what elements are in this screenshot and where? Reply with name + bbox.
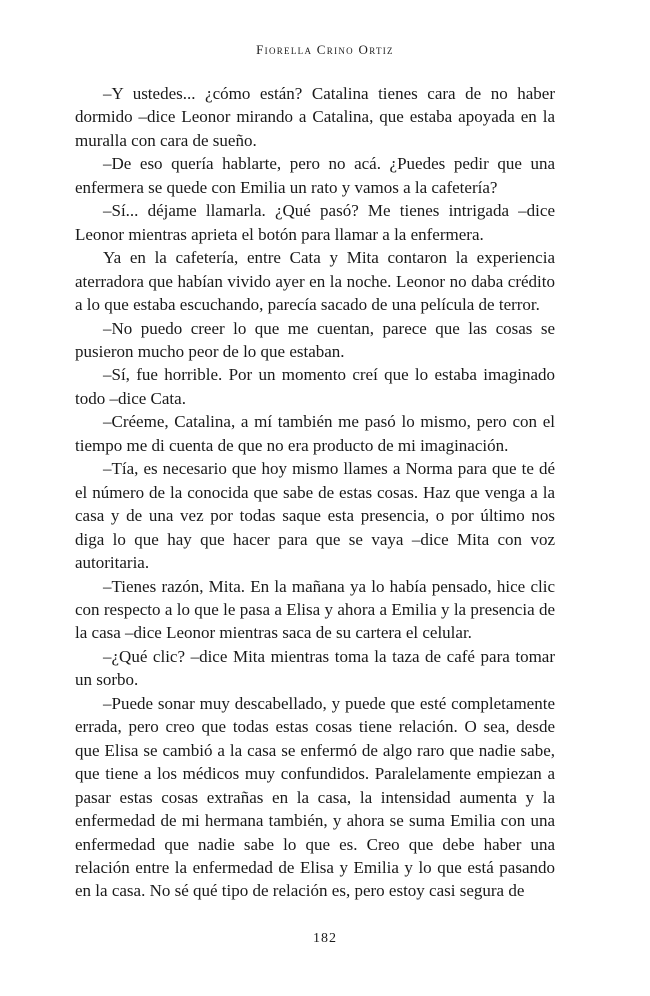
paragraph: –Tienes razón, Mita. En la mañana ya lo había pensado, hice clic con respecto a lo que le pasa a Elisa y ahora a Emilia y la presencia de la casa –dice Leonor mientras saca de su cartera el celular. [75, 576, 555, 643]
paragraph: –No puedo creer lo que me cuentan, parece que las cosas se pusieron mucho peor de lo que estaban. [75, 318, 555, 361]
paragraph: Ya en la cafetería, entre Cata y Mita contaron la experiencia aterradora que habían vivido ayer en la noche. Leonor no daba crédito a lo que estaba escuchando, parecía sacado de una película de terror. [75, 248, 555, 315]
paragraph: –¿Qué clic? –dice Mita mientras toma la taza de café para tomar un sorbo. [75, 646, 555, 690]
page-number: 182 [313, 931, 337, 946]
paragraph: –Sí... déjame llamarla. ¿Qué pasó? Me tienes intrigada –dice Leonor mientras aprieta el botón para llamar a la enfermera. [75, 201, 555, 244]
paragraph: –Sí, fue horrible. Por un momento creí que lo estaba imaginado todo –dice Cata. [75, 365, 555, 408]
paragraph: –Puede sonar muy descabellado, y puede que esté completamente errada, pero creo que todas estas cosas tiene relación. O sea, desde que Elisa se cambió a la casa se enfermó de algo raro que nadie sabe, que tiene a los médicos muy confundidos. Paralelamente empiezan a pasar estas cosas extrañas en la casa, la intensidad aumenta y la enfermedad de mi hermana también, y ahora se suma Emilia con una enfermedad que nadie sabe lo que es. Creo que debe haber una relación entre la enfermedad de Elisa y Emilia y lo que está pasando en la casa. No sé qué tipo de relación es, pero estoy casi segura de [75, 693, 555, 901]
paragraph: –Tía, es necesario que hoy mismo llames a Norma para que te dé el número de la conocida que sabe de estas cosas. Haz que venga a la casa y de una vez por todas saque esta presencia, o por último nos diga lo que hay que hacer para que se vaya –dice Mita con voz autoritaria. [75, 459, 555, 573]
body-text [75, 82, 555, 903]
paragraph: –De eso quería hablarte, pero no acá. ¿Puedes pedir que una enfermera se quede con Emilia un rato y vamos a la cafetería? [75, 154, 555, 197]
paragraph: –Y ustedes... ¿cómo están? Catalina tienes cara de no haber dormido –dice Leonor mirando a Catalina, que estaba apoyada en la muralla con cara de sueño. [75, 84, 555, 150]
running-head: Fiorella Crino Ortiz [256, 42, 394, 57]
paragraph: –Créeme, Catalina, a mí también me pasó lo mismo, pero con el tiempo me di cuenta de que no era producto de mi imaginación. [75, 412, 555, 455]
